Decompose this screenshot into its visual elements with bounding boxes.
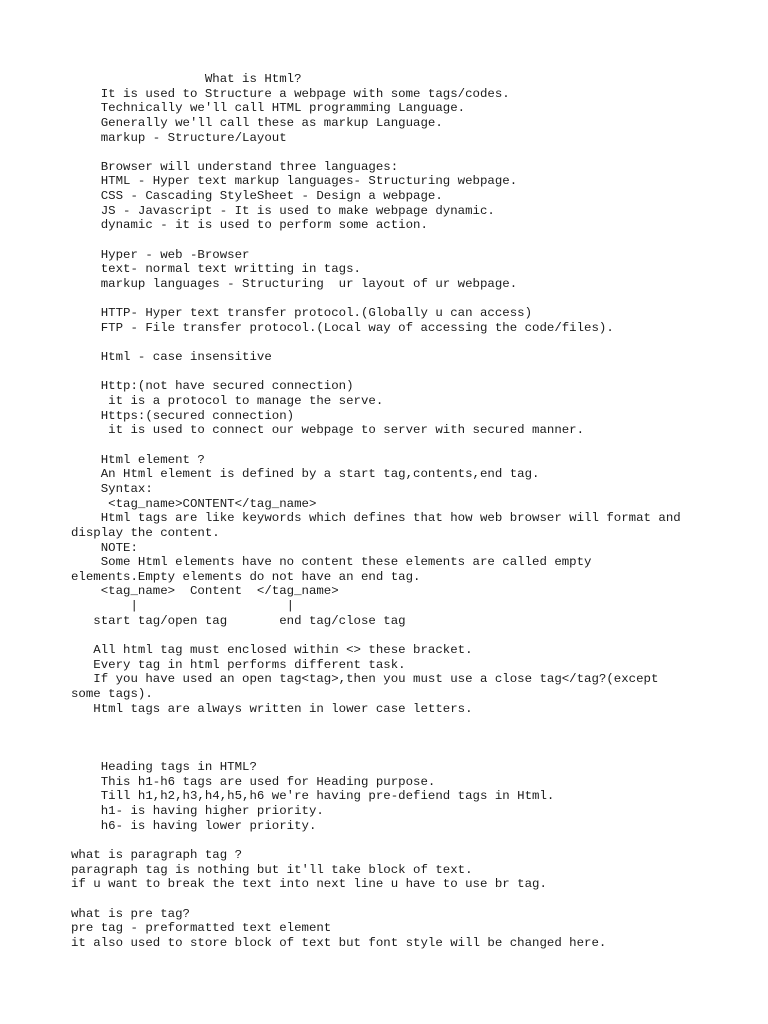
text-line: NOTE:: [71, 540, 138, 555]
text-line: elements.Empty elements do not have an end tag.: [71, 569, 421, 584]
text-line: [71, 833, 761, 848]
text-line: Http:(not have secured connection): [71, 379, 354, 394]
text-line: This h1-h6 tags are used for Heading purpose.: [71, 774, 436, 789]
text-line: FTP - File transfer protocol.(Local way of accessing the code/files).: [71, 320, 614, 335]
text-line: if u want to break the text into next line u have to use br tag.: [71, 877, 547, 892]
text-line: h1- is having higher priority.: [71, 804, 324, 819]
text-line: JS - Javascript - It is used to make webpage dynamic.: [71, 203, 495, 218]
text-line: what is paragraph tag ?: [71, 847, 243, 862]
text-line: An Html element is defined by a start tag,contents,end tag.: [71, 467, 540, 482]
text-line: some tags).: [71, 686, 153, 701]
text-line: display the content.: [71, 525, 220, 540]
text-line: Syntax:: [71, 481, 153, 496]
text-line: Html element ?: [71, 452, 205, 467]
text-line: [71, 365, 761, 380]
text-line: [71, 336, 761, 351]
text-line: [71, 292, 761, 307]
text-line: CSS - Cascading StyleSheet - Design a webpage.: [71, 189, 443, 204]
text-line: Till h1,h2,h3,h4,h5,h6 we're having pre-defiend tags in Html.: [71, 789, 555, 804]
text-line: it also used to store block of text but font style will be changed here.: [71, 935, 607, 950]
text-line: <tag_name> Content </tag_name>: [71, 584, 339, 599]
text-line: [71, 745, 761, 760]
text-line: HTML - Hyper text markup languages- Structuring webpage.: [71, 174, 518, 189]
text-line: Some Html elements have no content these elements are called empty: [71, 555, 592, 570]
text-line: [71, 145, 761, 160]
text-line: | |: [71, 599, 295, 614]
document-text: [71, 72, 761, 950]
text-line: dynamic - it is used to perform some action.: [71, 218, 428, 233]
text-line: Html tags are always written in lower case letters.: [71, 701, 473, 716]
text-line: Hyper - web -Browser: [71, 247, 250, 262]
text-line: Every tag in html performs different task.: [71, 657, 406, 672]
text-line: [71, 233, 761, 248]
text-line: it is used to connect our webpage to server with secured manner.: [71, 423, 585, 438]
text-line: what is pre tag?: [71, 906, 190, 921]
text-line: [71, 892, 761, 907]
text-line: Browser will understand three languages:: [71, 159, 399, 174]
text-line: text- normal text writting in tags.: [71, 262, 361, 277]
text-line: it is a protocol to manage the serve.: [71, 394, 384, 409]
text-line: [71, 716, 761, 731]
text-line: [71, 438, 761, 453]
text-line: h6- is having lower priority.: [71, 818, 317, 833]
text-line: Generally we'll call these as markup Language.: [71, 115, 443, 130]
text-line: Technically we'll call HTML programming Language.: [71, 101, 466, 116]
text-line: pre tag - preformatted text element: [71, 921, 332, 936]
text-line: [71, 731, 761, 746]
text-line: markup - Structure/Layout: [71, 130, 287, 145]
text-line: Html - case insensitive: [71, 350, 272, 365]
text-line: If you have used an open tag<tag>,then you must use a close tag</tag?(except: [71, 672, 659, 687]
text-line: [71, 628, 761, 643]
text-line: What is Html?: [71, 72, 302, 86]
text-line: markup languages - Structuring ur layout of ur webpage.: [71, 276, 518, 291]
text-line: HTTP- Hyper text transfer protocol.(Globally u can access): [71, 306, 533, 321]
text-line: Heading tags in HTML?: [71, 760, 257, 775]
text-line: start tag/open tag end tag/close tag: [71, 613, 406, 628]
text-line: Https:(secured connection): [71, 408, 295, 423]
text-line: It is used to Structure a webpage with some tags/codes.: [71, 86, 510, 101]
text-line: <tag_name>CONTENT</tag_name>: [71, 496, 317, 511]
text-line: All html tag must enclosed within <> these bracket.: [71, 642, 473, 657]
text-line: paragraph tag is nothing but it'll take block of text.: [71, 862, 473, 877]
text-line: Html tags are like keywords which defines that how web browser will format and: [71, 511, 681, 526]
